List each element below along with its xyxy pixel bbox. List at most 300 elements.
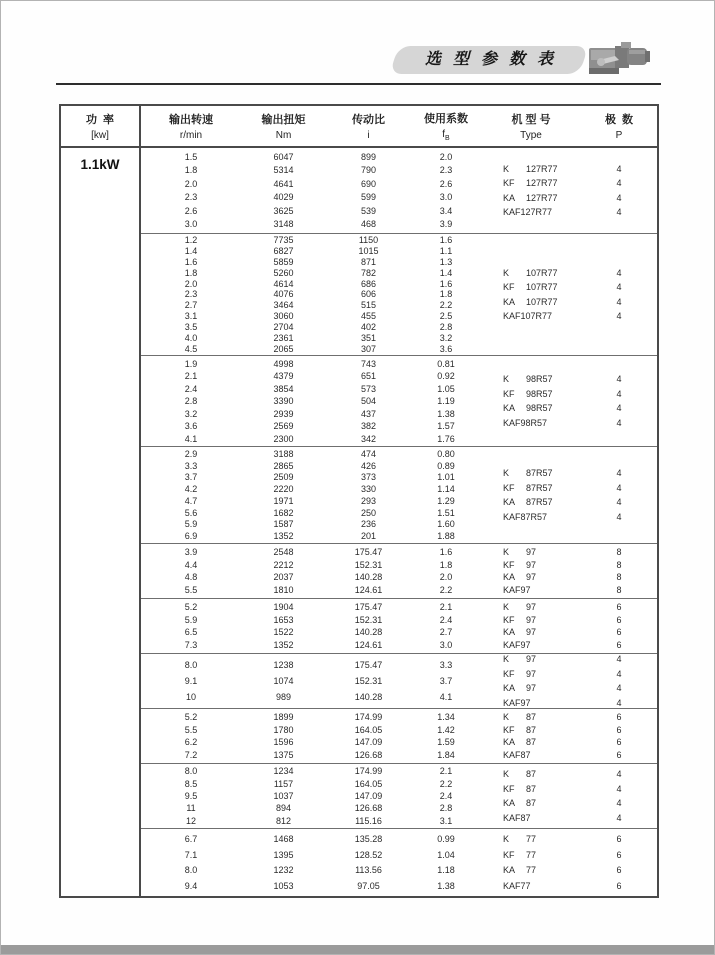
cell-value: 10: [185, 692, 196, 702]
output-torque-column: [241, 654, 326, 708]
cell-value: 5314: [273, 165, 294, 176]
cell-value: 293: [360, 495, 377, 506]
poles-value: 6: [616, 750, 622, 761]
poles-column: [581, 764, 657, 828]
cell-value: 140.28: [354, 572, 383, 583]
model-type-value: K 127R77: [503, 163, 558, 174]
cell-value: 6827: [273, 245, 294, 256]
cell-value: 3.6: [184, 421, 198, 431]
header-divider-rule: [56, 83, 661, 85]
poles-value: 4: [616, 296, 622, 307]
header-poles: [581, 106, 657, 146]
cell-value: 1352: [273, 640, 294, 651]
cell-value: 5859: [273, 256, 294, 267]
cell-value: 8.0: [184, 865, 198, 876]
cell-value: 686: [360, 278, 377, 289]
ratio-column: [326, 356, 411, 446]
output-torque-column: [241, 764, 326, 828]
cell-value: 250: [360, 507, 377, 518]
cell-value: 2.7: [439, 627, 453, 638]
poles-value: 8: [616, 546, 622, 557]
model-type-column: [481, 447, 581, 543]
cell-value: 3625: [273, 205, 294, 216]
cell-value: 402: [360, 322, 377, 333]
cell-value: 1157: [273, 778, 294, 789]
cell-value: 3.0: [184, 219, 198, 230]
cell-value: 1.3: [439, 256, 453, 267]
cell-value: 113.56: [355, 865, 382, 876]
cell-value: 147.09: [354, 790, 383, 801]
poles-value: 4: [616, 812, 622, 823]
cell-value: 1810: [273, 585, 294, 596]
cell-value: 2865: [273, 460, 294, 471]
model-type-value: KF 87: [503, 783, 537, 794]
cell-value: 3.5: [184, 322, 198, 333]
cell-value: 599: [360, 192, 377, 203]
poles-value: 4: [616, 511, 622, 522]
cell-value: 3.7: [439, 676, 453, 686]
model-type-value: K 87: [503, 711, 537, 722]
cell-value: 3188: [273, 448, 294, 459]
cell-value: 606: [360, 289, 377, 300]
cell-value: 2.3: [439, 165, 453, 176]
output-speed-column: [141, 709, 241, 763]
cell-value: 97.05: [357, 880, 380, 891]
cell-value: 2.2: [439, 585, 453, 596]
cell-value: 1015: [358, 245, 379, 256]
header-speed-unit: r/min: [179, 130, 203, 141]
output-speed-column: [141, 148, 241, 233]
poles-column: [581, 234, 657, 355]
cell-value: 2.2: [439, 778, 453, 789]
cell-value: 0.92: [437, 371, 455, 381]
selection-parameter-table: [59, 104, 659, 898]
cell-value: 126.68: [354, 803, 383, 814]
table-body: [61, 148, 657, 896]
cell-value: 1.88: [437, 531, 455, 542]
cell-value: 4.8: [184, 572, 198, 583]
output-speed-column: [141, 654, 241, 708]
ratio-column: [326, 544, 411, 598]
poles-value: 4: [616, 769, 622, 779]
cell-value: 1.4: [439, 267, 453, 278]
cell-value: 2.0: [184, 278, 198, 289]
cell-value: 3.0: [439, 192, 453, 203]
cell-value: 437: [360, 408, 377, 419]
cell-value: 871: [360, 256, 377, 267]
cell-value: 426: [360, 460, 377, 471]
cell-value: 373: [360, 472, 377, 483]
cell-value: 3.3: [439, 660, 453, 670]
poles-value: 6: [616, 737, 622, 748]
cell-value: 4.1: [184, 433, 198, 444]
header-speed-cn: 输出转速: [169, 114, 213, 126]
model-type-value: KF 107R77: [503, 282, 558, 292]
cell-value: 3.6: [439, 343, 453, 354]
group-row: [141, 543, 657, 598]
cell-value: 1053: [273, 880, 294, 891]
poles-value: 4: [616, 654, 622, 664]
cell-value: 3.7: [184, 472, 198, 483]
cell-value: 12: [185, 815, 196, 826]
cell-value: 1468: [273, 834, 294, 845]
cell-value: 2.8: [439, 803, 453, 814]
cell-value: 1232: [273, 865, 294, 876]
poles-value: 4: [616, 374, 622, 384]
model-type-value: KAF87R57: [503, 511, 548, 522]
service-factor-column: [411, 709, 481, 763]
cell-value: 1395: [273, 849, 294, 860]
poles-column: [581, 829, 657, 896]
header-type-en: Type: [520, 130, 542, 141]
cell-value: 6047: [273, 151, 294, 162]
cell-value: 515: [360, 300, 377, 311]
cell-value: 1.6: [439, 278, 453, 289]
cell-value: 6.2: [184, 737, 198, 748]
cell-value: 1.04: [437, 849, 455, 860]
group-row: [141, 355, 657, 446]
cell-value: 175.47: [354, 660, 383, 670]
header-torque-cn: 输出扭矩: [261, 114, 306, 126]
service-factor-column: [411, 234, 481, 355]
poles-value: 6: [616, 601, 622, 612]
cell-value: 989: [275, 692, 292, 702]
header-ratio-symbol: i: [367, 130, 370, 141]
cell-value: 3060: [273, 311, 294, 322]
cell-value: 1.42: [437, 724, 455, 735]
cell-value: 1.2: [184, 234, 198, 245]
cell-value: 1.8: [439, 559, 453, 570]
cell-value: 174.99: [354, 711, 383, 722]
cell-value: 147.09: [354, 737, 383, 748]
header-output-torque: [241, 106, 326, 146]
cell-value: 164.05: [354, 724, 383, 735]
cell-value: 7.3: [184, 640, 198, 651]
model-type-column: [481, 709, 581, 763]
poles-value: 6: [616, 614, 622, 625]
model-type-value: KAF127R77: [503, 207, 553, 217]
cell-value: 9.4: [184, 880, 198, 891]
poles-value: 4: [616, 783, 622, 794]
cell-value: 1.4: [184, 245, 198, 256]
cell-value: 3464: [273, 300, 294, 311]
poles-column: [581, 447, 657, 543]
cell-value: 175.47: [354, 601, 383, 612]
cell-value: 2.6: [439, 178, 453, 189]
header-model-type: [481, 106, 581, 146]
cell-value: 1971: [273, 495, 294, 506]
model-type-value: K 77: [503, 834, 537, 845]
cell-value: 1074: [273, 676, 294, 686]
power-rating-cell: 1.1kW: [61, 148, 141, 896]
cell-value: 1.59: [437, 737, 455, 748]
cell-value: 1.1: [439, 245, 453, 256]
gearmotor-photo-icon: [585, 40, 653, 77]
output-speed-column: [141, 599, 241, 653]
cell-value: 1.6: [439, 546, 453, 557]
cell-value: 651: [360, 371, 377, 381]
cell-value: 7.2: [184, 750, 198, 761]
model-type-value: K 97: [503, 546, 537, 557]
poles-column: [581, 709, 657, 763]
cell-value: 812: [275, 815, 292, 826]
model-type-value: K 97: [503, 654, 537, 664]
model-type-value: KF 87: [503, 724, 537, 735]
cell-value: 2.5: [439, 311, 453, 322]
cell-value: 2704: [273, 322, 294, 333]
cell-value: 4.0: [184, 333, 198, 344]
table-header: [61, 106, 657, 148]
cell-value: 1780: [273, 724, 294, 735]
cell-value: 899: [360, 151, 377, 162]
ratio-column: [326, 148, 411, 233]
model-type-value: KAF77: [503, 880, 531, 891]
poles-value: 4: [616, 178, 622, 188]
cell-value: 3390: [273, 396, 294, 406]
cell-value: 782: [360, 267, 377, 278]
cell-value: 2569: [273, 421, 294, 431]
cell-value: 2.1: [184, 371, 198, 381]
cell-value: 1.8: [184, 267, 198, 278]
cell-value: 1037: [273, 790, 294, 801]
cell-value: 342: [360, 433, 377, 444]
cell-value: 0.80: [437, 448, 455, 459]
service-factor-column: [411, 829, 481, 896]
poles-value: 4: [616, 668, 622, 679]
model-type-value: KA 87: [503, 737, 537, 748]
cell-value: 175.47: [354, 546, 383, 557]
cell-value: 1522: [273, 627, 294, 638]
cell-value: 9.1: [184, 676, 198, 686]
model-type-value: KA 107R77: [503, 296, 558, 307]
cell-value: 2.8: [184, 396, 198, 406]
model-type-value: KF 97: [503, 668, 537, 679]
model-type-value: KA 87: [503, 798, 537, 808]
model-type-column: [481, 829, 581, 896]
model-type-value: K 87: [503, 769, 537, 779]
poles-value: 6: [616, 711, 622, 722]
cell-value: 5.5: [184, 585, 198, 596]
cell-value: 2361: [273, 333, 294, 344]
cell-value: 5260: [273, 267, 294, 278]
cell-value: 351: [360, 333, 377, 344]
cell-value: 1.29: [437, 495, 455, 506]
cell-value: 2065: [273, 343, 294, 354]
cell-value: 3.0: [439, 640, 453, 651]
service-factor-column: [411, 447, 481, 543]
cell-value: 1904: [273, 601, 294, 612]
model-type-value: KAF97: [503, 585, 531, 596]
cell-value: 4029: [273, 192, 294, 203]
model-type-value: KA 97: [503, 627, 537, 638]
cell-value: 8.5: [184, 778, 198, 789]
output-speed-column: [141, 764, 241, 828]
poles-value: 6: [616, 627, 622, 638]
model-type-value: KA 98R57: [503, 403, 553, 413]
footer-bar: [1, 945, 714, 954]
model-type-column: [481, 234, 581, 355]
model-type-value: KAF97: [503, 697, 531, 708]
group-row: [141, 148, 657, 233]
cell-value: 124.61: [354, 640, 383, 651]
cell-value: 455: [360, 311, 377, 322]
cell-value: 124.61: [354, 585, 383, 596]
cell-value: 152.31: [354, 676, 383, 686]
poles-value: 6: [616, 724, 622, 735]
header-ratio-cn: 传动比: [352, 114, 385, 126]
cell-value: 2.2: [439, 300, 453, 311]
cell-value: 1.38: [437, 408, 455, 419]
poles-value: 4: [616, 697, 622, 708]
cell-value: 8.0: [184, 660, 198, 670]
cell-value: 1352: [273, 531, 294, 542]
cell-value: 690: [360, 178, 377, 189]
poles-value: 4: [616, 282, 622, 292]
cell-value: 1.8: [184, 165, 198, 176]
model-type-value: KA 97: [503, 683, 537, 693]
group-row: [141, 233, 657, 355]
cell-value: 2.4: [184, 383, 198, 394]
cell-value: 2.1: [439, 766, 453, 777]
poles-value: 4: [616, 482, 622, 493]
header-output-speed: [141, 106, 241, 146]
cell-value: 3148: [273, 219, 294, 230]
cell-value: 382: [360, 421, 377, 431]
header-poles-cn: 极 数: [604, 114, 634, 126]
cell-value: 3.4: [439, 205, 453, 216]
poles-value: 4: [616, 192, 622, 203]
ratio-column: [326, 654, 411, 708]
output-torque-column: [241, 829, 326, 896]
cell-value: 2.8: [439, 322, 453, 333]
cell-value: 4998: [273, 358, 294, 369]
service-factor-column: [411, 148, 481, 233]
model-type-value: KAF87: [503, 750, 531, 761]
group-row: [141, 653, 657, 708]
group-row: [141, 763, 657, 828]
header-power: [61, 106, 141, 146]
cell-value: 1.5: [184, 151, 198, 162]
poles-value: 4: [616, 267, 622, 278]
header-service-factor: [411, 106, 481, 146]
cell-value: 790: [360, 165, 377, 176]
table-groups: [141, 148, 657, 896]
cell-value: 1.01: [437, 472, 455, 483]
model-type-value: KA 97: [503, 572, 537, 583]
cell-value: 2.0: [439, 151, 453, 162]
cell-value: 1.9: [184, 358, 198, 369]
cell-value: 2509: [273, 472, 294, 483]
cell-value: 8.0: [184, 766, 198, 777]
cell-value: 573: [360, 383, 377, 394]
cell-value: 4.7: [184, 495, 198, 506]
cell-value: 0.89: [437, 460, 455, 471]
cell-value: 3.9: [439, 219, 453, 230]
poles-value: 6: [616, 834, 622, 845]
model-type-value: KAF87: [503, 812, 531, 823]
poles-value: 8: [616, 559, 622, 570]
cell-value: 2220: [273, 484, 294, 495]
cell-value: 1.84: [437, 750, 455, 761]
model-type-value: K 87R57: [503, 468, 553, 478]
cell-value: 1.38: [437, 880, 455, 891]
model-type-value: KA 127R77: [503, 192, 558, 203]
output-torque-column: [241, 544, 326, 598]
cell-value: 2.6: [184, 205, 198, 216]
ratio-column: [326, 764, 411, 828]
service-factor-column: [411, 764, 481, 828]
cell-value: 4641: [273, 178, 294, 189]
poles-value: 4: [616, 683, 622, 693]
model-type-column: [481, 654, 581, 708]
output-torque-column: [241, 234, 326, 355]
output-speed-column: [141, 829, 241, 896]
cell-value: 7735: [273, 234, 294, 245]
cell-value: 474: [360, 448, 377, 459]
cell-value: 5.2: [184, 601, 198, 612]
cell-value: 140.28: [354, 692, 383, 702]
output-torque-column: [241, 709, 326, 763]
cell-value: 4.1: [439, 692, 453, 702]
header-power-cn: 功 率: [85, 114, 115, 126]
cell-value: 330: [360, 484, 377, 495]
header-type-cn: 机 型 号: [511, 114, 551, 126]
cell-value: 2212: [273, 559, 294, 570]
cell-value: 3.2: [184, 408, 198, 419]
cell-value: 115.16: [355, 815, 382, 826]
cell-value: 1.19: [437, 396, 455, 406]
poles-column: [581, 654, 657, 708]
header-poles-symbol: P: [615, 130, 623, 141]
cell-value: 2.9: [184, 448, 198, 459]
cell-value: 1375: [273, 750, 294, 761]
model-type-value: KAF107R77: [503, 311, 553, 321]
page-title: 选 型 参 数 表: [424, 51, 557, 68]
cell-value: 3.1: [184, 311, 198, 322]
model-type-value: KAF97: [503, 640, 531, 651]
poles-value: 4: [616, 163, 622, 174]
cell-value: 2.3: [184, 192, 198, 203]
cell-value: 2.4: [439, 614, 453, 625]
cell-value: 1.34: [437, 711, 455, 722]
poles-value: 4: [616, 388, 622, 399]
output-speed-column: [141, 447, 241, 543]
poles-column: [581, 544, 657, 598]
cell-value: 4.5: [184, 343, 198, 354]
output-torque-column: [241, 356, 326, 446]
model-type-value: KAF98R57: [503, 417, 548, 428]
cell-value: 1.6: [184, 256, 198, 267]
cell-value: 5.5: [184, 724, 198, 735]
cell-value: 152.31: [354, 614, 383, 625]
group-row: [141, 598, 657, 653]
output-torque-column: [241, 599, 326, 653]
ratio-column: [326, 234, 411, 355]
cell-value: 3.1: [439, 815, 453, 826]
cell-value: 174.99: [354, 766, 383, 777]
cell-value: 5.6: [184, 507, 198, 518]
ratio-column: [326, 709, 411, 763]
ratio-column: [326, 829, 411, 896]
cell-value: 0.81: [437, 358, 455, 369]
poles-column: [581, 356, 657, 446]
output-speed-column: [141, 356, 241, 446]
cell-value: 140.28: [354, 627, 383, 638]
model-type-value: KA 87R57: [503, 497, 553, 507]
model-type-value: KF 97: [503, 614, 537, 625]
model-type-value: KF 87R57: [503, 482, 553, 493]
ratio-column: [326, 599, 411, 653]
